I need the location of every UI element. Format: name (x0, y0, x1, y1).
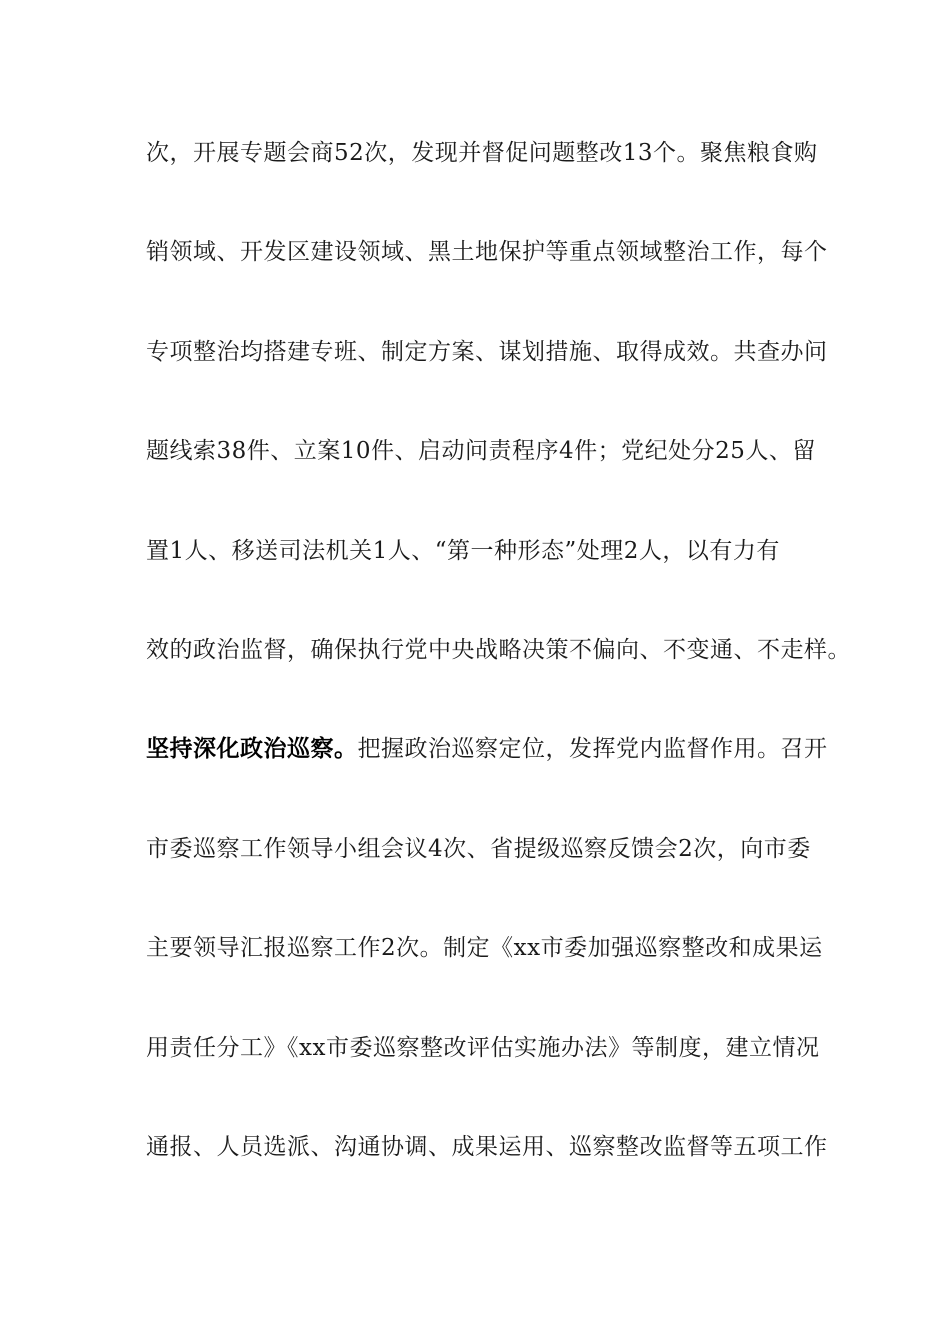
body-text (146, 128, 851, 1221)
paragraph-line: 效的政治监督，确保执行党中央战略决策不偏向、不变通、不走样。 (146, 636, 851, 663)
paragraph-line: 用责任分工》《xx市委巡察整改评估实施办法》等制度，建立情况 (146, 1034, 820, 1061)
section-first-line-text: 把握政治巡察定位，发挥党内监督作用。召开 (357, 736, 828, 763)
paragraph-line: 次，开展专题会商52次，发现并督促问题整改13个。聚焦粮食购 (146, 140, 818, 166)
paragraph-line: 通报、人员选派、沟通协调、成果运用、巡察整改监督等五项工作 (146, 1133, 828, 1160)
paragraph-line: 主要领导汇报巡察工作2次。制定《xx市委加强巡察整改和成果运 (146, 935, 823, 962)
section-heading: 坚持深化政治巡察。 (146, 735, 358, 763)
paragraph-line: 置1人、移送司法机关1人、“第一种形态”处理2人，以有力有 (146, 537, 780, 564)
paragraph-line: 市委巡察工作领导小组会议4次、省提级巡察反馈会2次，向市委 (146, 835, 811, 862)
paragraph-line: 销领域、开发区建设领域、黑土地保护等重点领域整治工作，每个 (146, 239, 828, 266)
paragraph-line: 题线索38件、立案10件、启动问责程序4件；党纪处分25人、留 (146, 438, 816, 465)
paragraph-line: 专项整治均搭建专班、制定方案、谋划措施、取得成效。共查办问 (146, 338, 828, 365)
section-first-line (146, 724, 828, 823)
